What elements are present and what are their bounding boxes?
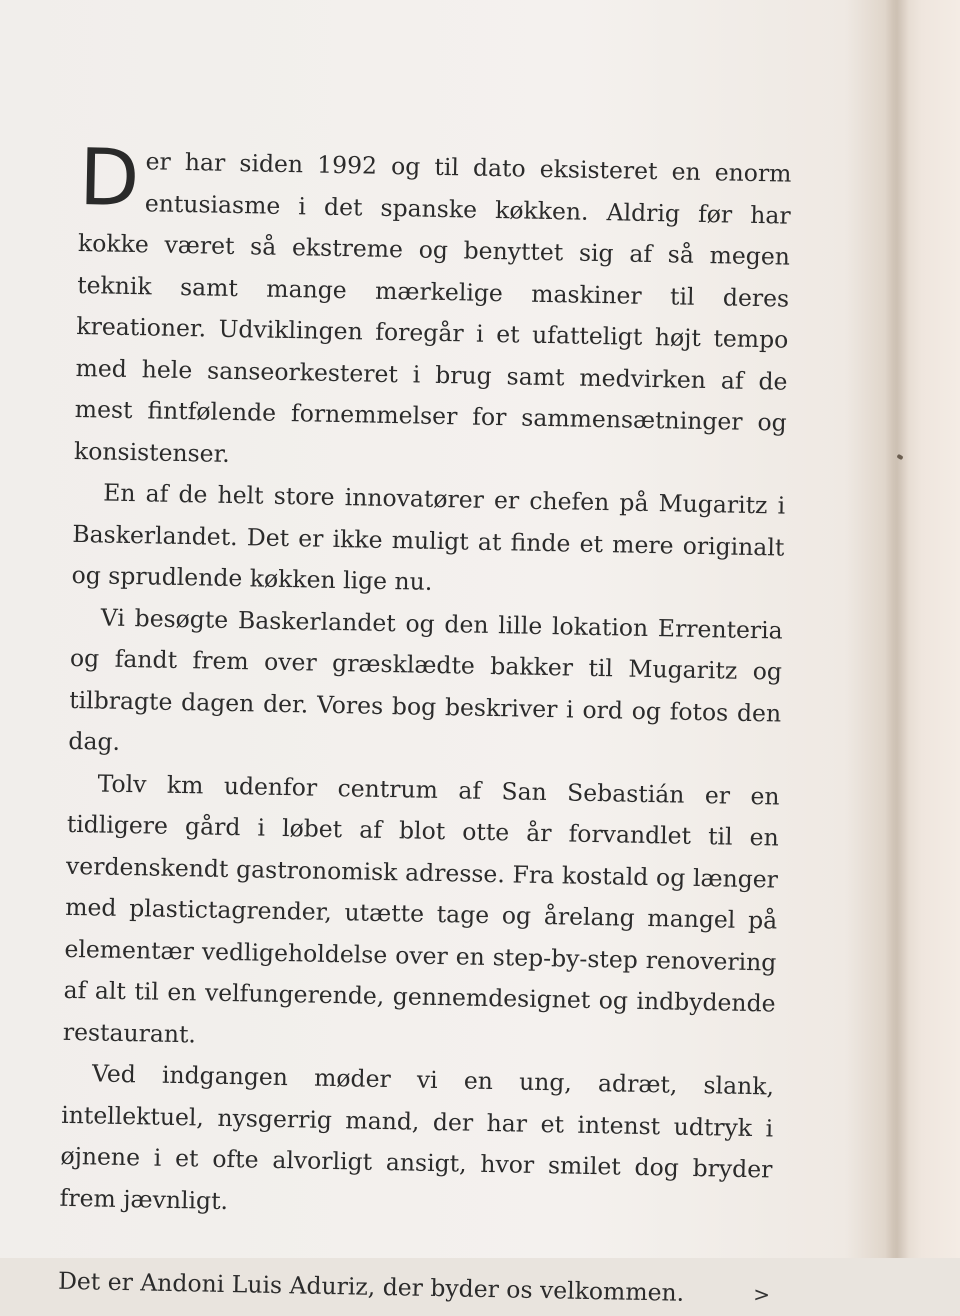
drop-cap: D [78,133,141,225]
closing-line [58,1261,771,1316]
paragraph-2: En af de helt store innovatører er chefen på Mugaritz i Baskerlandet. Det er ikke muligt at finde et mere originalt og sprudlende køkken lige nu. [71,478,786,596]
closing-text: Det er Andoni Luis Aduriz, der byder os velkommen. [57,1266,685,1307]
body-text [57,133,792,1316]
paragraph-1-text: er har siden 1992 og til dato eksisteret en enorm entusiasme i det spanske køkken. Aldrig før har kokke været så ekstreme og benyttet sig af så megen teknik samt mange mærkelige maskiner til deres kreationer. Udviklingen foregår i et ufatteligt højt tempo med hele sanseorkesteret i brug samt medvirken af de mest fintfølende fornemmelser for sammensætninger og konsistenser. [73,147,792,468]
page-gutter-shadow [885,0,909,1258]
paragraph-5: Ved indgangen møder vi en ung, adræt, slank, intellektuel, nysgerrig mand, der har et intenst udtryk i øjnene i et ofte alvorligt ansigt, hvor smilet dog bryder frem jævnligt. [59,1059,775,1215]
paragraph-1 [73,133,792,486]
next-page-arrow-icon: > [752,1282,771,1307]
paragraph-3: Vi besøgte Baskerlandet og den lille lokation Errenteria og fandt frem over græsklædte bakker til Mugaritz og tilbragte dagen der. Vores bog beskriver i ord og fotos den dag. [68,602,783,756]
paragraph-4: Tolv km udenfor centrum af San Sebastián er en tidligere gård i løbet af blot otte år forvandlet til en verdenskendt gastronomisk adresse. Fra kostald og længer med plastictagrender, utætte tage og årelang mangel på elementær vedligeholdelse over en step-by-step renovering af alt til en velfungerende, gennemdesignet og indbydende restaurant. [62,768,780,1048]
